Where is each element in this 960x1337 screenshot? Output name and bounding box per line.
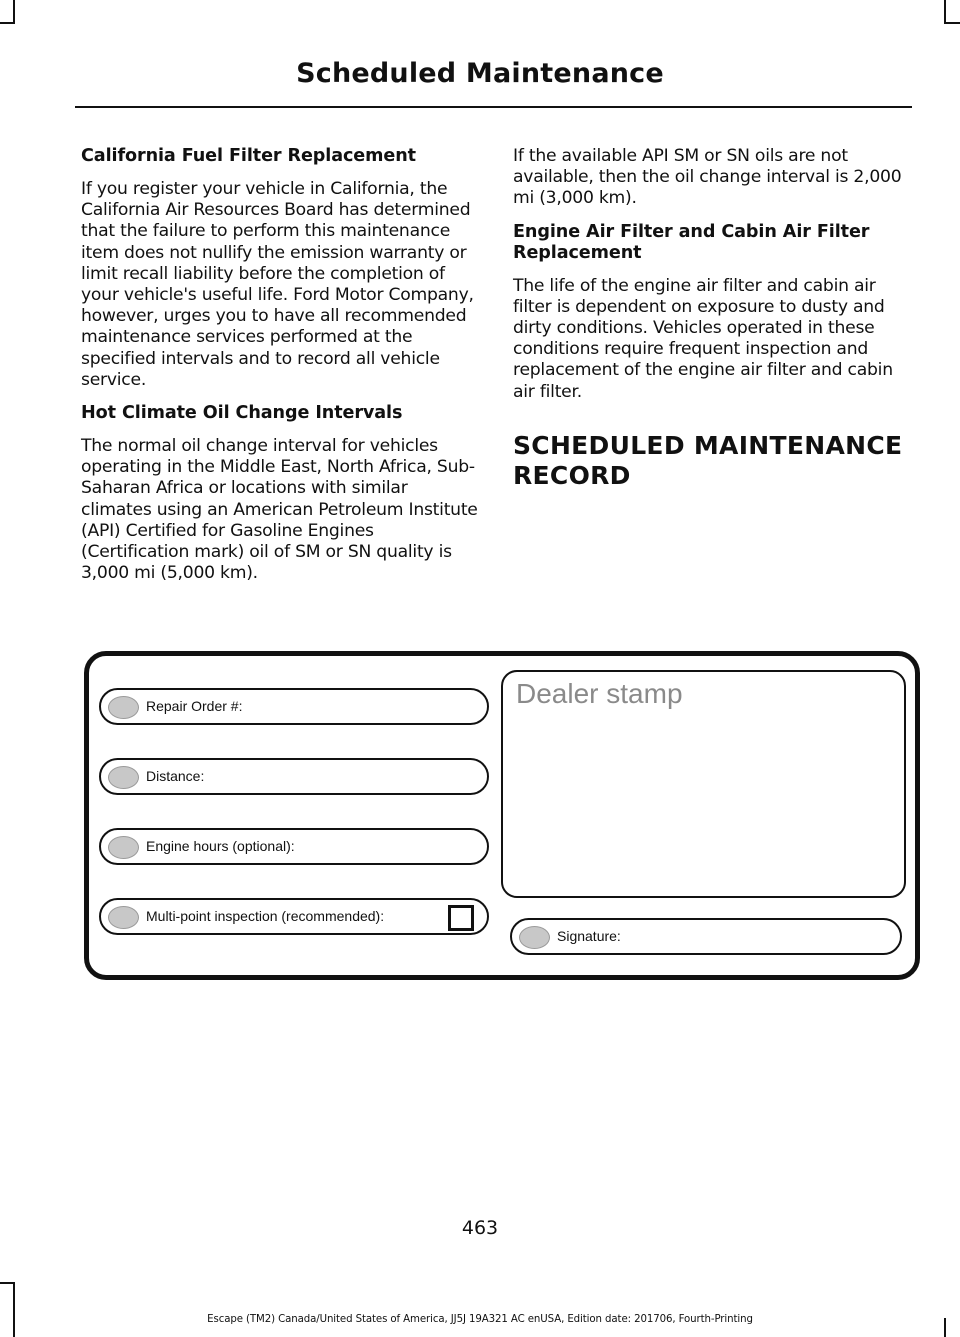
crop-mark xyxy=(0,22,15,24)
left-column xyxy=(81,146,479,596)
record-heading: SCHEDULED MAINTENANCE xyxy=(513,430,903,460)
dealer-stamp-box xyxy=(501,670,906,898)
section-body-oil-intervals-cont: If the available API SM or SN oils are not available, then the oil change interval is 2,000 mi (3,000 km). xyxy=(513,146,902,209)
section-body-air-filter: The life of the engine air filter and cabin air filter is dependent on exposure to dusty and dirty conditions. Vehicles operated in these conditions require frequent inspection and replacement of the engine air filter and cabin air filter. xyxy=(513,275,893,402)
inspection-checkbox[interactable] xyxy=(448,905,474,931)
crop-mark xyxy=(944,0,946,24)
field-bullet-icon xyxy=(519,926,550,949)
field-bullet-icon xyxy=(108,766,139,789)
page-title: Scheduled Maintenance xyxy=(296,58,664,89)
section-body-fuel-filter: If you register your vehicle in California, the California Air Resources Board has determined that the failure to perform this maintenance item does not nullify the emission warranty or limit recall liability before the completion of your vehicle's useful life. Ford Motor Company, however, urges you to have all recommended maintenance services performed at the specified intervals and to record all vehicle service. xyxy=(81,179,474,390)
engine-hours-field[interactable] xyxy=(99,828,489,865)
footer-text: Escape (TM2) Canada/United States of America, JJ5J 19A321 AC enUSA, Edition date: 201706, Fourth-Printing xyxy=(207,1314,753,1325)
crop-mark xyxy=(0,1282,15,1284)
engine-hours-label: Engine hours (optional): xyxy=(146,838,295,854)
section-heading-oil-intervals: Hot Climate Oil Change Intervals xyxy=(81,403,403,424)
section-body-oil-intervals: The normal oil change interval for vehicles operating in the Middle East, North Africa, Sub-Saharan Africa or locations with similar climates using an American Petroleum Institute (API) Certified for Gasoline Engines (Certification mark) oil of SM or SN quality is 3,000 mi (5,000 km). xyxy=(81,436,478,584)
section-heading-air-filter: Engine Air Filter and Cabin Air Filter Replacement xyxy=(513,221,870,263)
inspection-field xyxy=(99,898,489,935)
distance-field[interactable] xyxy=(99,758,489,795)
crop-mark xyxy=(13,1282,15,1337)
right-column xyxy=(513,146,909,491)
repair-order-field[interactable] xyxy=(99,688,489,725)
crop-mark xyxy=(944,22,960,24)
field-bullet-icon xyxy=(108,906,139,929)
header-divider xyxy=(75,106,912,108)
repair-order-label: Repair Order #: xyxy=(146,698,243,714)
section-heading-fuel-filter: California Fuel Filter Replacement xyxy=(81,146,416,166)
maintenance-record-form xyxy=(84,651,920,980)
distance-label: Distance: xyxy=(146,768,205,784)
crop-mark xyxy=(13,0,15,24)
dealer-stamp-label: Dealer stamp xyxy=(516,678,683,709)
field-bullet-icon xyxy=(108,836,139,859)
signature-field[interactable] xyxy=(510,918,902,955)
page-number: 463 xyxy=(461,1217,499,1239)
signature-label: Signature: xyxy=(557,928,621,944)
inspection-label: Multi-point inspection (recommended): xyxy=(146,908,385,924)
field-bullet-icon xyxy=(108,696,139,719)
record-heading-line2: RECORD xyxy=(513,460,631,490)
